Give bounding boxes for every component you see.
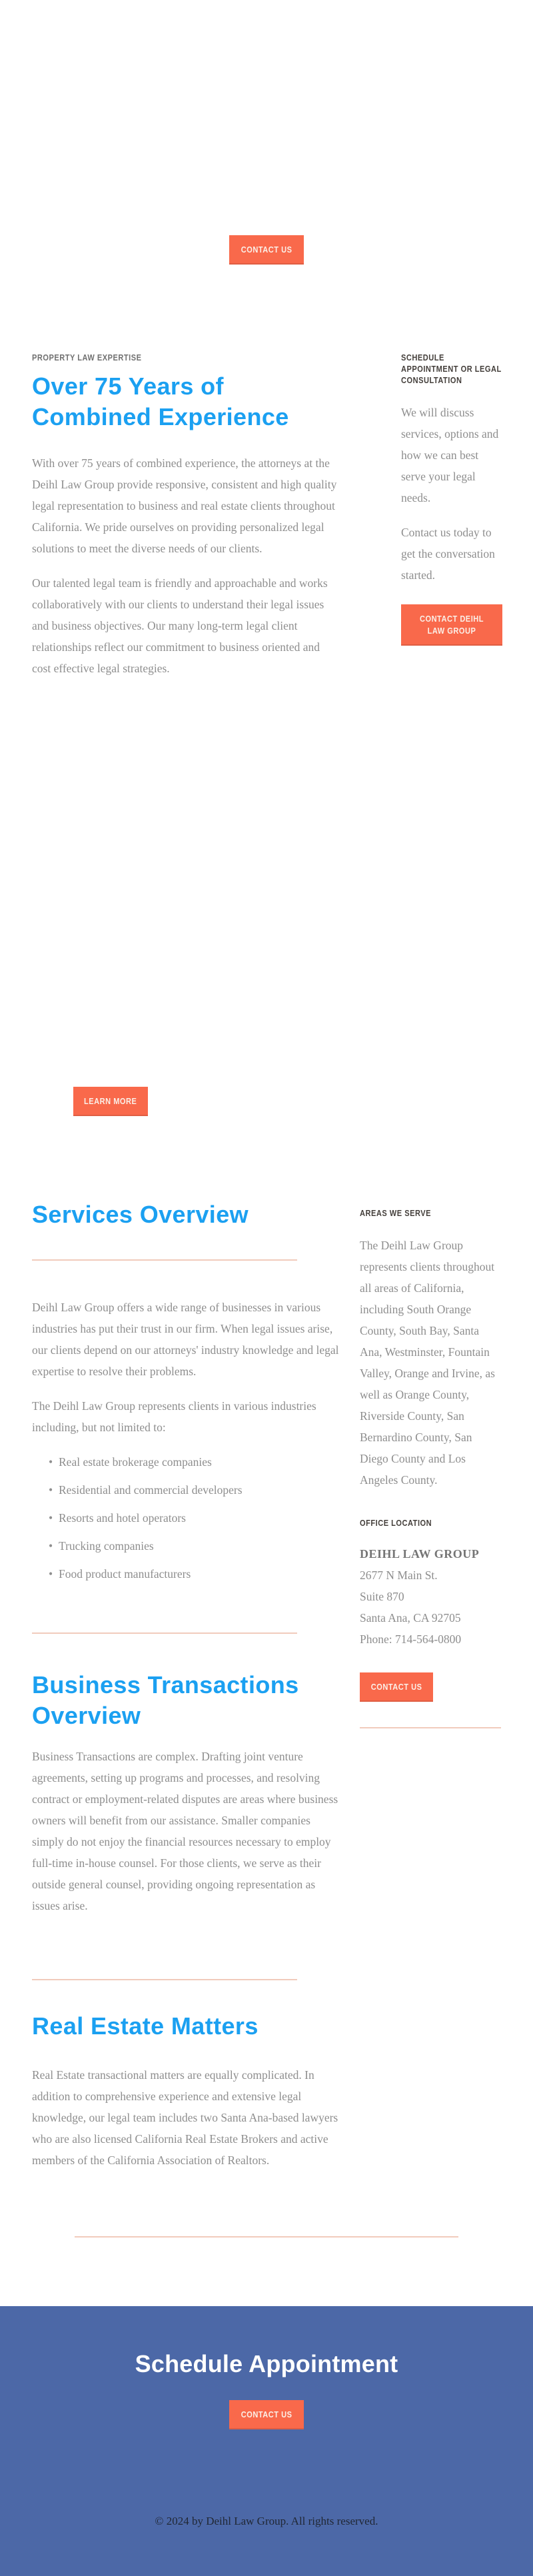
experience-paragraph-1: With over 75 years of combined experience, the attorneys at the Deihl Law Group provide responsive, consistent and high quality legal representation to business and real estate clients throughout California. We pride ourselves on providing personalized legal solutions to meet the diverse needs of our clients.	[32, 456, 337, 555]
office-location-label: OFFICE LOCATION	[360, 1518, 432, 1528]
services-paragraph-2: The Deihl Law Group represents clients in various industries including, but not limited to:	[32, 1399, 316, 1434]
section-divider	[32, 1632, 297, 1634]
business-transactions-section	[32, 1632, 340, 1916]
pre-footer-divider	[75, 2236, 458, 2238]
office-phone: Phone: 714-564-0800	[360, 1632, 462, 1646]
services-paragraph-1: Deihl Law Group offers a wide range of businesses in various industries has put their trust in our firm. When legal issues arise, our clients depend on our attorneys' industry knowledge and legal expertise to resolve their problems.	[32, 1301, 339, 1378]
office-address-line-1: 2677 N Main St.	[360, 1569, 438, 1582]
section-divider	[32, 1979, 297, 1980]
contact-us-button-footer-label: CONTACT US	[241, 2409, 292, 2419]
contact-us-button-sidebar-label: CONTACT US	[370, 1682, 422, 1692]
list-item: • Food product manufacturers	[32, 1563, 340, 1585]
experience-section	[32, 352, 340, 679]
industries-list	[32, 1451, 340, 1585]
schedule-consultation-label: SCHEDULE APPOINTMENT OR LEGAL CONSULTATION	[401, 352, 502, 385]
learn-more-button-label: LEARN MORE	[84, 1096, 137, 1106]
footer-heading: Schedule Appointment	[135, 2350, 398, 2377]
experience-heading: Over 75 Years of Combined Experience	[32, 372, 289, 430]
experience-eyebrow-label: PROPERTY LAW EXPERTISE	[32, 352, 142, 362]
experience-paragraph-2: Our talented legal team is friendly and approachable and works collaboratively with our clients to understand their legal issues and business objectives. Our many long-term legal client relationships reflect our commitment to business oriented and cost effective legal strategies.	[32, 576, 328, 675]
contact-us-button-top-label: CONTACT US	[241, 245, 292, 255]
contact-us-button-footer[interactable]	[229, 2400, 304, 2429]
real-estate-paragraph: Real Estate transactional matters are equally complicated. In addition to comprehensive experience and extensive legal knowledge, our legal team includes two Santa Ana-based lawyers who are also licensed California Real Estate Brokers and active members of the California Association of Realtors.	[32, 2068, 338, 2167]
office-address-line-3: Santa Ana, CA 92705	[360, 1611, 461, 1624]
areas-we-serve-label: AREAS WE SERVE	[360, 1208, 432, 1218]
services-overview-heading: Services Overview	[32, 1201, 249, 1228]
business-transactions-paragraph: Business Transactions are complex. Drafting joint venture agreements, setting up programs and processes, and resolving contract or employment-related disputes are areas where business owners will benefit from our assistance. Smaller companies simply do not enjoy the financial resources necessary to employ full-time in-house counsel. For those clients, we serve as their outside general counsel, providing ongoing representation as issues arise.	[32, 1750, 338, 1912]
areas-office-sidebar	[360, 1199, 502, 1728]
contact-us-button-sidebar[interactable]	[360, 1672, 433, 1702]
schedule-consultation-paragraph-2: Contact us today to get the conversation started.	[401, 526, 495, 582]
real-estate-heading: Real Estate Matters	[32, 2012, 259, 2040]
schedule-consultation-paragraph-1: We will discuss services, options and how we can best serve your legal needs.	[401, 406, 499, 504]
contact-us-button-top[interactable]	[229, 235, 304, 265]
learn-more-button[interactable]	[73, 1087, 148, 1116]
footer	[0, 2306, 533, 2576]
areas-we-serve-paragraph: The Deihl Law Group represents clients throughout all areas of California, including South Orange County, South Bay, Santa Ana, Westminster, Fountain Valley, Orange and Irvine, as well as Orange County, Riverside County, San Bernardino County, San Diego County and Los Angeles County.	[360, 1239, 495, 1487]
real-estate-section	[32, 1979, 340, 2171]
copyright-text: © 2024 by Deihl Law Group. All rights reserved.	[155, 2515, 378, 2527]
office-address-line-2: Suite 870	[360, 1590, 404, 1603]
contact-deihl-law-group-button[interactable]	[401, 604, 502, 646]
services-overview-section	[32, 1199, 340, 1591]
business-transactions-heading: Business Transactions Overview	[32, 1671, 299, 1729]
section-divider	[32, 1259, 297, 1261]
list-item: • Real estate brokerage companies	[32, 1451, 340, 1473]
sidebar-divider	[360, 1727, 501, 1728]
office-firm-name: DEIHL LAW GROUP	[360, 1547, 480, 1561]
list-item: • Trucking companies	[32, 1535, 340, 1557]
list-item: • Residential and commercial developers	[32, 1479, 340, 1501]
contact-deihl-law-group-button-label: CONTACT DEIHL LAW GROUP	[419, 614, 484, 636]
list-item: • Resorts and hotel operators	[32, 1507, 340, 1529]
schedule-consultation-sidebar	[401, 352, 502, 646]
